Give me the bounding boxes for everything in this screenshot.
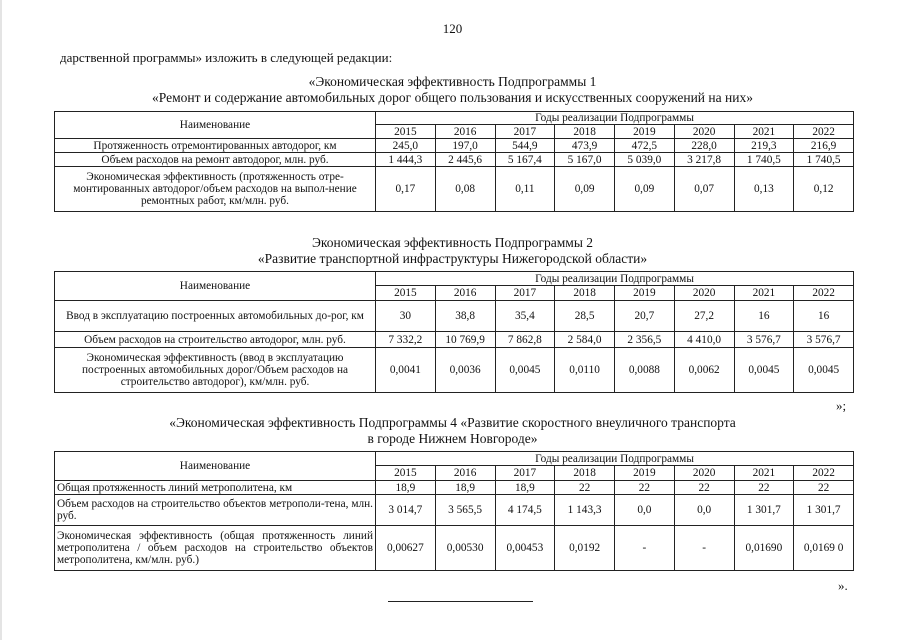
efficiency-table-4: [54, 451, 854, 571]
value-cell: 30: [376, 301, 436, 332]
row-name: Ввод в эксплуатацию построенных автомобильных до-рог, км: [55, 301, 376, 332]
year-cell: 2017: [495, 466, 555, 481]
value-cell: 2 356,5: [615, 332, 675, 348]
value-cell: 0,0: [674, 495, 734, 526]
row-name: Объем расходов на ремонт автодорог, млн. руб.: [55, 153, 376, 167]
section-4-closing: ».: [838, 578, 848, 593]
header-years-caption: Годы реализации Подпрограммы: [376, 452, 854, 466]
value-cell: 10 769,9: [435, 332, 495, 348]
value-cell: 3 014,7: [376, 495, 436, 526]
footer-rule: [388, 601, 533, 602]
section-4-title: [40, 415, 865, 447]
year-cell: 2016: [435, 286, 495, 301]
value-cell: 22: [794, 481, 854, 495]
value-cell: 473,9: [555, 139, 615, 153]
value-cell: 0,07: [674, 167, 734, 212]
section-2-title-line2: «Развитие транспортной инфраструктуры Нижегородской области»: [257, 251, 648, 266]
section-1-title-line2: «Ремонт и содержание автомобильных дорог общего пользования и искусственных сооружений на них»: [152, 90, 753, 105]
value-cell: 1 301,7: [794, 495, 854, 526]
value-cell: 16: [794, 301, 854, 332]
table-row: [55, 348, 854, 393]
table-header-row: [55, 452, 854, 466]
section-4-title-line2: в городе Нижнем Новгороде»: [367, 431, 538, 446]
header-name-cell: Наименование: [55, 452, 376, 481]
year-cell: 2021: [734, 286, 794, 301]
value-cell: 22: [555, 481, 615, 495]
value-cell: 219,3: [734, 139, 794, 153]
value-cell: 5 167,4: [495, 153, 555, 167]
efficiency-table-1: [54, 111, 854, 212]
value-cell: 20,7: [615, 301, 675, 332]
year-cell: 2019: [615, 466, 675, 481]
value-cell: 1 143,3: [555, 495, 615, 526]
value-cell: 0,0088: [615, 348, 675, 393]
row-name: Экономическая эффективность (общая протяженность линий метрополитена / объем расходов на строительство объектов метрополитена, км/млн. руб.): [55, 526, 376, 571]
value-cell: 3 565,5: [435, 495, 495, 526]
row-name: Объем расходов на строительство автодорог, млн. руб.: [55, 332, 376, 348]
value-cell: 228,0: [674, 139, 734, 153]
value-cell: 0,00627: [376, 526, 436, 571]
row-name: Экономическая эффективность (протяженность отре-монтированных автодорог/объем расходов на выпол-нение ремонтных работ, км/млн. руб.: [55, 167, 376, 212]
value-cell: 35,4: [495, 301, 555, 332]
value-cell: 4 410,0: [674, 332, 734, 348]
table-row: [55, 167, 854, 212]
value-cell: 0,09: [615, 167, 675, 212]
value-cell: 0,0045: [794, 348, 854, 393]
value-cell: 18,9: [435, 481, 495, 495]
year-cell: 2019: [615, 286, 675, 301]
value-cell: 3 576,7: [794, 332, 854, 348]
value-cell: 0,01690: [734, 526, 794, 571]
value-cell: 1 740,5: [794, 153, 854, 167]
table-row: [55, 332, 854, 348]
section-1-title-line1: «Экономическая эффективность Подпрограммы 1: [308, 74, 597, 89]
table-row: [55, 301, 854, 332]
value-cell: 16: [734, 301, 794, 332]
value-cell: 0,0045: [734, 348, 794, 393]
value-cell: 1 301,7: [734, 495, 794, 526]
value-cell: 7 332,2: [376, 332, 436, 348]
value-cell: 0,0169 0: [794, 526, 854, 571]
value-cell: 0,12: [794, 167, 854, 212]
value-cell: 22: [674, 481, 734, 495]
year-cell: 2017: [495, 125, 555, 139]
value-cell: 216,9: [794, 139, 854, 153]
year-cell: 2018: [555, 286, 615, 301]
value-cell: 22: [615, 481, 675, 495]
value-cell: 0,11: [495, 167, 555, 212]
value-cell: 245,0: [376, 139, 436, 153]
value-cell: 4 174,5: [495, 495, 555, 526]
table-row: [55, 481, 854, 495]
year-cell: 2020: [674, 125, 734, 139]
value-cell: 3 217,8: [674, 153, 734, 167]
table-row: [55, 526, 854, 571]
value-cell: 0,00453: [495, 526, 555, 571]
section-2-closing: »;: [836, 398, 847, 413]
year-cell: 2020: [674, 466, 734, 481]
year-cell: 2022: [794, 286, 854, 301]
value-cell: 5 167,0: [555, 153, 615, 167]
value-cell: 0,13: [734, 167, 794, 212]
value-cell: 2 584,0: [555, 332, 615, 348]
value-cell: 0,0: [615, 495, 675, 526]
scan-edge: [0, 0, 2, 640]
year-cell: 2022: [794, 125, 854, 139]
year-cell: 2021: [734, 466, 794, 481]
value-cell: 3 576,7: [734, 332, 794, 348]
table-row: [55, 495, 854, 526]
year-cell: 2017: [495, 286, 555, 301]
value-cell: 0,08: [435, 167, 495, 212]
year-cell: 2016: [435, 466, 495, 481]
value-cell: 7 862,8: [495, 332, 555, 348]
intro-text: дарственной программы» изложить в следующей редакции:: [60, 50, 393, 65]
value-cell: 2 445,6: [435, 153, 495, 167]
value-cell: -: [615, 526, 675, 571]
year-cell: 2022: [794, 466, 854, 481]
year-cell: 2015: [376, 286, 436, 301]
section-4-title-line1: «Экономическая эффективность Подпрограммы 4 «Развитие скоростного внеуличного транспорта: [169, 415, 736, 430]
year-cell: 2020: [674, 286, 734, 301]
section-2-title: [40, 235, 865, 267]
value-cell: 18,9: [376, 481, 436, 495]
value-cell: 0,00530: [435, 526, 495, 571]
table-header-row: [55, 112, 854, 125]
header-years-caption: Годы реализации Подпрограммы: [376, 112, 854, 125]
row-name: Объем расходов на строительство объектов метрополи-тена, млн. руб.: [55, 495, 376, 526]
value-cell: 0,09: [555, 167, 615, 212]
value-cell: 0,0110: [555, 348, 615, 393]
value-cell: 0,0041: [376, 348, 436, 393]
year-cell: 2018: [555, 466, 615, 481]
value-cell: 0,0062: [674, 348, 734, 393]
value-cell: 0,0036: [435, 348, 495, 393]
value-cell: 472,5: [615, 139, 675, 153]
row-name: Общая протяженность линий метрополитена, км: [55, 481, 376, 495]
row-name: Протяженность отремонтированных автодорог, км: [55, 139, 376, 153]
value-cell: 0,0045: [495, 348, 555, 393]
value-cell: 28,5: [555, 301, 615, 332]
year-cell: 2015: [376, 466, 436, 481]
value-cell: 1 740,5: [734, 153, 794, 167]
year-cell: 2021: [734, 125, 794, 139]
value-cell: 18,9: [495, 481, 555, 495]
value-cell: 0,0192: [555, 526, 615, 571]
value-cell: 0,17: [376, 167, 436, 212]
year-cell: 2019: [615, 125, 675, 139]
table-row: [55, 139, 854, 153]
value-cell: 38,8: [435, 301, 495, 332]
value-cell: 5 039,0: [615, 153, 675, 167]
year-cell: 2016: [435, 125, 495, 139]
value-cell: 22: [734, 481, 794, 495]
value-cell: -: [674, 526, 734, 571]
section-2-title-line1: Экономическая эффективность Подпрограммы 2: [311, 235, 594, 250]
year-cell: 2018: [555, 125, 615, 139]
efficiency-table-2: [54, 271, 854, 393]
section-1-title: [40, 74, 865, 106]
value-cell: 27,2: [674, 301, 734, 332]
header-years-caption: Годы реализации Подпрограммы: [376, 272, 854, 286]
page-number: 120: [442, 21, 463, 36]
header-name-cell: Наименование: [55, 112, 376, 139]
value-cell: 544,9: [495, 139, 555, 153]
value-cell: 197,0: [435, 139, 495, 153]
header-name-cell: Наименование: [55, 272, 376, 301]
value-cell: 1 444,3: [376, 153, 436, 167]
table-header-row: [55, 272, 854, 286]
year-cell: 2015: [376, 125, 436, 139]
table-row: [55, 153, 854, 167]
row-name: Экономическая эффективность (ввод в эксплуатацию построенных автомобильных дорог/Объем расходов на строительство автодорог), км/млн. руб.: [55, 348, 376, 393]
